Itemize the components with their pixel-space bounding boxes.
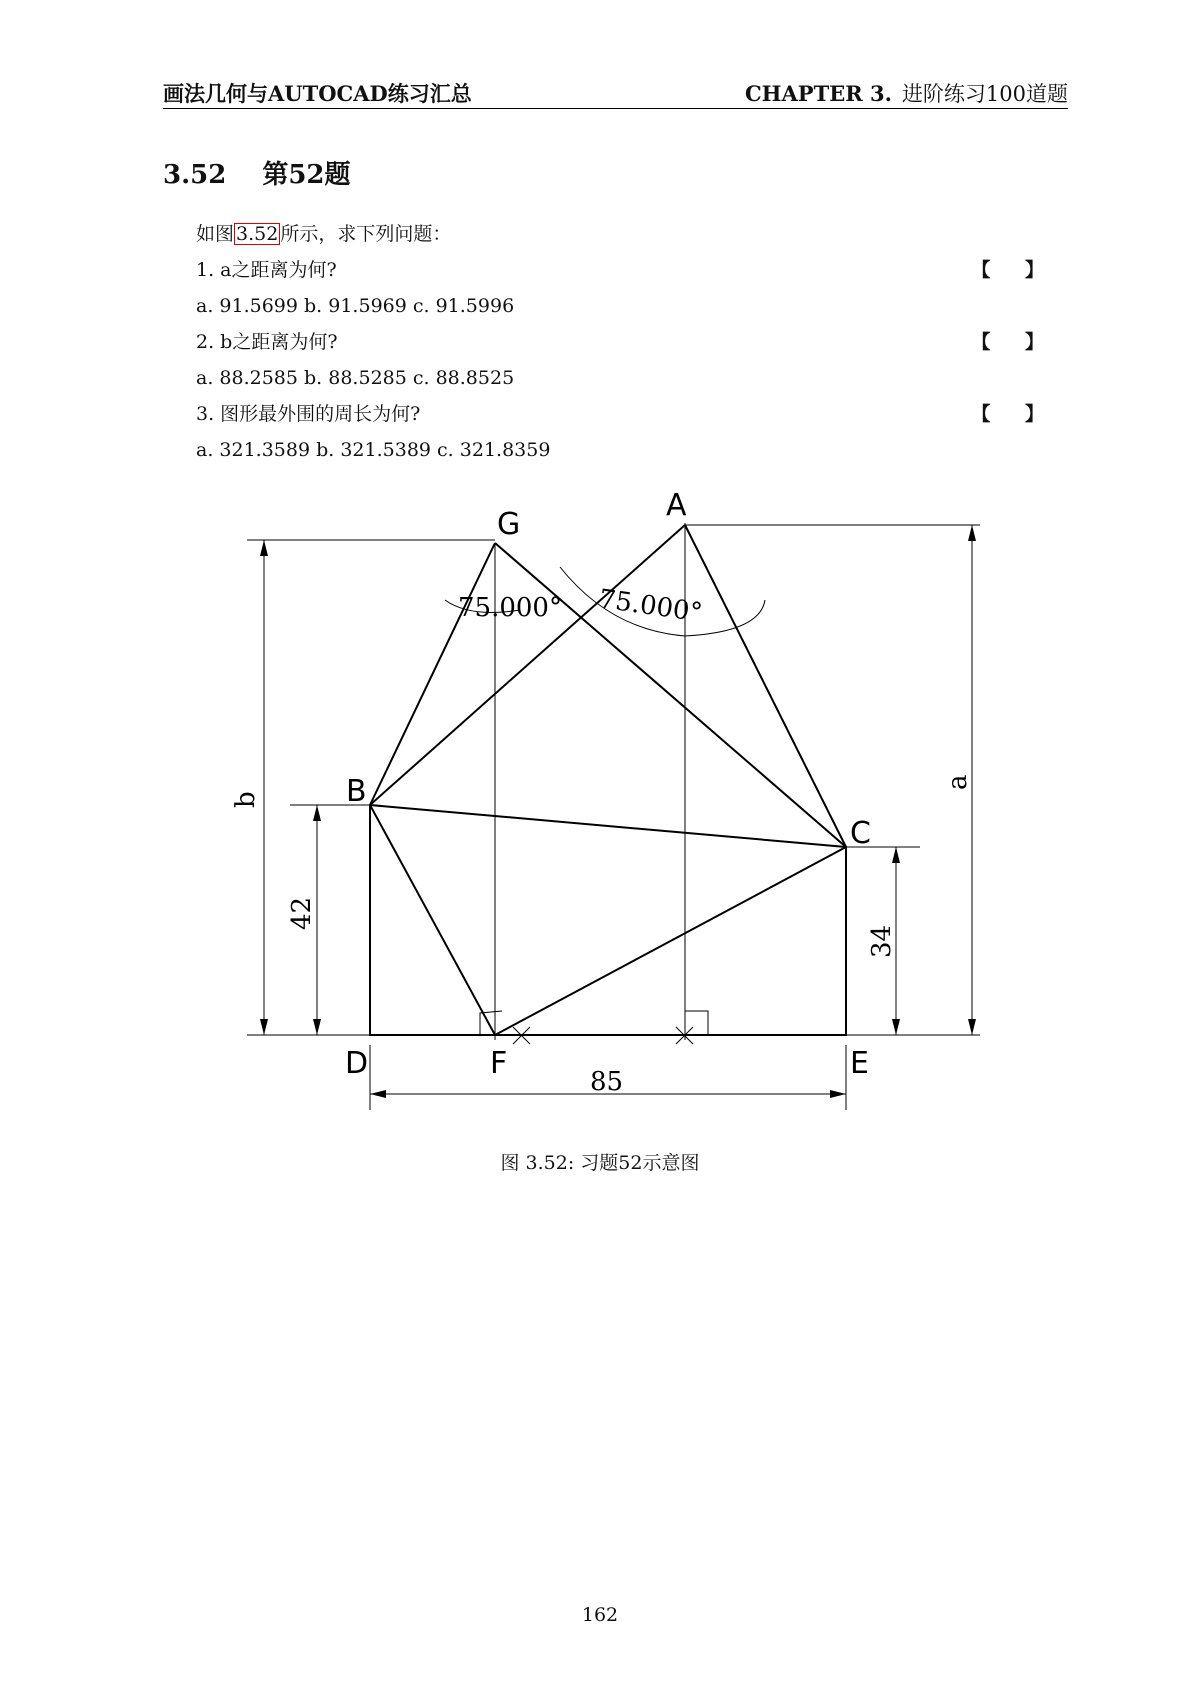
chapter-title: 进阶练习100道题 bbox=[901, 82, 1068, 106]
options-1: a. 91.5699 b. 91.5969 c. 91.5996 bbox=[196, 295, 515, 317]
section-name: 第52题 bbox=[262, 160, 351, 190]
page-header bbox=[163, 74, 1068, 109]
chapter-heading bbox=[745, 78, 1068, 108]
label-B: B bbox=[346, 774, 367, 809]
question-text: 1. a之距离为何? bbox=[196, 259, 337, 281]
question-1 bbox=[196, 252, 1068, 288]
label-E: E bbox=[850, 1046, 869, 1081]
dim-85: 85 bbox=[590, 1067, 624, 1097]
book-title: 画法几何与AUTOCAD练习汇总 bbox=[163, 81, 472, 106]
question-3 bbox=[196, 396, 1068, 432]
dim-b: b bbox=[231, 791, 261, 808]
question-text: 3. 图形最外围的周长为何? bbox=[196, 403, 421, 425]
dim-34: 34 bbox=[867, 924, 897, 958]
figure-caption: 图 3.52: 习题52示意图 bbox=[500, 1152, 700, 1174]
section-number: 3.52 bbox=[163, 160, 227, 190]
page-number: 162 bbox=[581, 1604, 619, 1626]
label-F: F bbox=[490, 1046, 508, 1081]
label-C: C bbox=[850, 816, 871, 851]
dim-42: 42 bbox=[287, 896, 317, 930]
problem-text bbox=[196, 216, 1068, 468]
options-3: a. 321.3589 b. 321.5389 c. 321.8359 bbox=[196, 439, 551, 461]
figure-ref-link[interactable]: 3.52 bbox=[236, 223, 279, 245]
chapter-label: CHAPTER 3. bbox=[744, 81, 892, 106]
geometry-figure bbox=[230, 470, 990, 1110]
answer-bracket: 【 】 bbox=[971, 403, 1058, 425]
question-text: 2. b之距离为何? bbox=[196, 331, 338, 353]
angle-right: 75.000° bbox=[597, 584, 705, 629]
intro-suffix: 所示，求下列问题： bbox=[280, 223, 452, 245]
section-title bbox=[163, 154, 351, 191]
label-A: A bbox=[666, 488, 687, 523]
question-2 bbox=[196, 324, 1068, 360]
answer-bracket: 【 】 bbox=[971, 259, 1058, 281]
options-2: a. 88.2585 b. 88.5285 c. 88.8525 bbox=[196, 367, 515, 389]
intro-prefix: 如图 bbox=[196, 223, 235, 245]
intro-line bbox=[196, 216, 1068, 252]
answer-bracket: 【 】 bbox=[971, 331, 1058, 353]
angle-left: 75.000° bbox=[458, 593, 562, 623]
label-G: G bbox=[497, 507, 521, 542]
label-D: D bbox=[345, 1046, 369, 1081]
dim-a: a bbox=[943, 774, 973, 790]
